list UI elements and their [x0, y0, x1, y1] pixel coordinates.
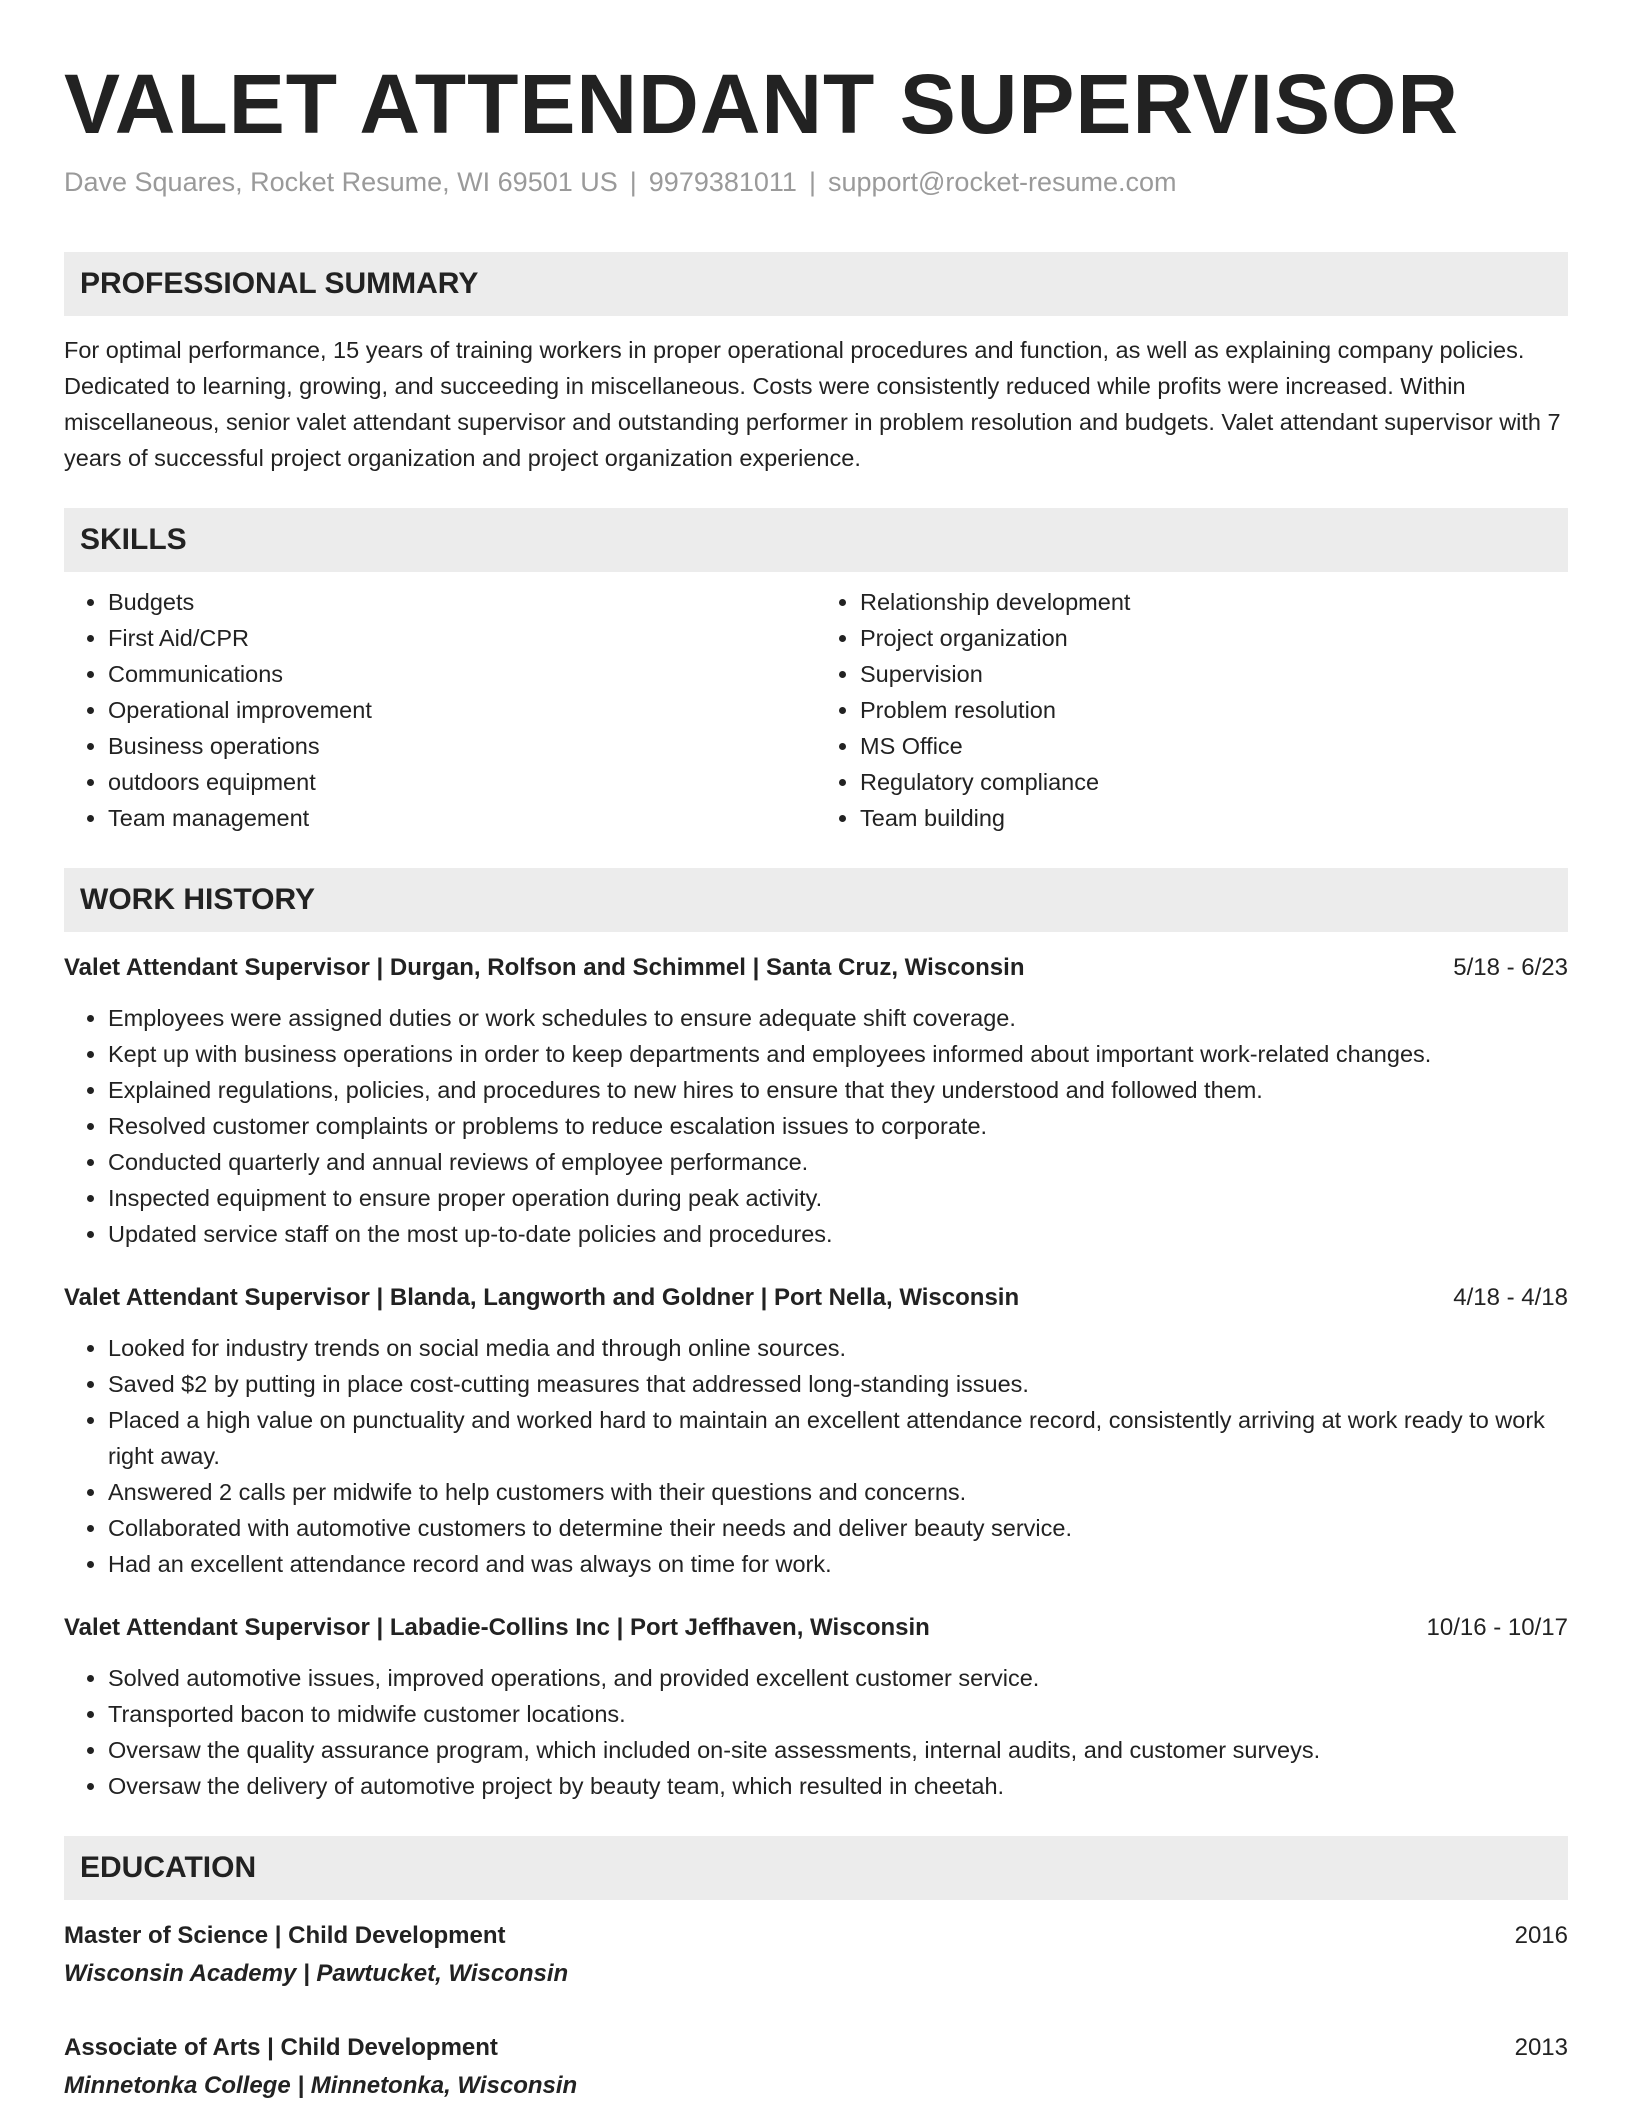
education-entry [64, 2030, 1568, 2106]
job-header [64, 1280, 1568, 1316]
job-dates: 4/18 - 4/18 [1453, 1284, 1568, 1311]
resume-name: VALET ATTENDANT SUPERVISOR [64, 57, 1459, 151]
skill-item: • Communications [108, 656, 816, 692]
job-bullet: • Updated service staff on the most up-to-date policies and procedures. [108, 1216, 1568, 1252]
resume-page [64, 0, 1568, 2106]
skill-item: • Relationship development [860, 584, 1568, 620]
job-title: Valet Attendant Supervisor | Durgan, Rolfson and Schimmel | Santa Cruz, Wisconsin [64, 954, 1025, 981]
contact-email: support@rocket-resume.com [827, 167, 1177, 197]
skill-item: • First Aid/CPR [108, 620, 816, 656]
skill-item: • MS Office [860, 728, 1568, 764]
job-bullet: • Answered 2 calls per midwife to help customers with their questions and concerns. [108, 1474, 1568, 1510]
job-bullet: • Looked for industry trends on social media and through online sources. [108, 1330, 1568, 1366]
education-entry [64, 1918, 1568, 1994]
job-bullet: • Kept up with business operations in order to keep departments and employees informed about important work-related changes. [108, 1036, 1568, 1072]
skill-item: • Supervision [860, 656, 1568, 692]
job-header [64, 950, 1568, 986]
education-header [64, 2030, 1568, 2066]
skill-item: • Budgets [108, 584, 816, 620]
education-year: 2013 [1514, 2034, 1568, 2061]
education-degree: Master of Science | Child Development [64, 1922, 506, 1949]
skill-item: • Project organization [860, 620, 1568, 656]
job-bullet: • Employees were assigned duties or work schedules to ensure adequate shift coverage. [108, 1000, 1568, 1036]
contact-address: Dave Squares, Rocket Resume, WI 69501 US [64, 167, 618, 197]
job-dates: 10/16 - 10/17 [1426, 1614, 1568, 1641]
job-header [64, 1610, 1568, 1646]
skills-list [64, 584, 1568, 836]
job-bullet: • Resolved customer complaints or problems to reduce escalation issues to corporate. [108, 1108, 1568, 1144]
education-year: 2016 [1514, 1922, 1568, 1949]
job-bullet: • Transported bacon to midwife customer locations. [108, 1696, 1568, 1732]
section-header-summary: PROFESSIONAL SUMMARY [64, 252, 1568, 316]
job-bullet: • Placed a high value on punctuality and worked hard to maintain an excellent attendance record, consistently arriving at work ready to work right away. [108, 1402, 1568, 1474]
skill-item: • Problem resolution [860, 692, 1568, 728]
job-bullet: • Explained regulations, policies, and procedures to new hires to ensure that they understood and followed them. [108, 1072, 1568, 1108]
summary-text: For optimal performance, 15 years of training workers in proper operational procedures and function, as well as explaining company policies. Dedicated to learning, growing, and succeeding in miscellaneous. Costs were consistently reduced while profits were increased. Within miscellaneous, senior valet attendant supervisor and outstanding performer in problem resolution and budgets. Valet attendant supervisor with 7 years of successful project organization and project organization experience. [64, 337, 1561, 471]
skill-item: • Business operations [108, 728, 816, 764]
skill-item: • Team building [860, 800, 1568, 836]
skill-item: • Team management [108, 800, 816, 836]
skill-item: • Regulatory compliance [860, 764, 1568, 800]
job-bullets [64, 1330, 1568, 1582]
job-entry [64, 1610, 1568, 1804]
contact-separator: | [629, 167, 637, 197]
education-school: Minnetonka College | Minnetonka, Wisconsin [64, 2072, 578, 2099]
contact-phone: 9979381011 [648, 167, 797, 197]
job-bullet: • Oversaw the delivery of automotive project by beauty team, which resulted in cheetah. [108, 1768, 1568, 1804]
job-bullet: • Solved automotive issues, improved operations, and provided excellent customer service. [108, 1660, 1568, 1696]
job-bullet: • Oversaw the quality assurance program, which included on-site assessments, internal audits, and customer surveys. [108, 1732, 1568, 1768]
contact-separator: | [808, 167, 816, 197]
contact-line [64, 164, 1568, 200]
job-title: Valet Attendant Supervisor | Labadie-Collins Inc | Port Jeffhaven, Wisconsin [64, 1614, 930, 1641]
job-entry [64, 1280, 1568, 1582]
job-bullet: • Conducted quarterly and annual reviews of employee performance. [108, 1144, 1568, 1180]
section-header-skills: SKILLS [64, 508, 1568, 572]
job-bullet: • Collaborated with automotive customers to determine their needs and deliver beauty service. [108, 1510, 1568, 1546]
section-header-work-history: WORK HISTORY [64, 868, 1568, 932]
job-bullet: • Saved $2 by putting in place cost-cutting measures that addressed long-standing issues. [108, 1366, 1568, 1402]
job-bullets [64, 1660, 1568, 1804]
section-header-education: EDUCATION [64, 1836, 1568, 1900]
education-degree: Associate of Arts | Child Development [64, 2034, 498, 2061]
education-school: Wisconsin Academy | Pawtucket, Wisconsin [64, 1960, 569, 1987]
job-entry [64, 950, 1568, 1252]
job-title: Valet Attendant Supervisor | Blanda, Langworth and Goldner | Port Nella, Wisconsin [64, 1284, 1020, 1311]
skill-item: • Operational improvement [108, 692, 816, 728]
job-bullet: • Had an excellent attendance record and was always on time for work. [108, 1546, 1568, 1582]
job-bullet: • Inspected equipment to ensure proper operation during peak activity. [108, 1180, 1568, 1216]
skills-column-right [816, 584, 1568, 836]
education-header [64, 1918, 1568, 1954]
skill-item: • outdoors equipment [108, 764, 816, 800]
skills-column-left [64, 584, 816, 836]
job-dates: 5/18 - 6/23 [1453, 954, 1568, 981]
job-bullets [64, 1000, 1568, 1252]
